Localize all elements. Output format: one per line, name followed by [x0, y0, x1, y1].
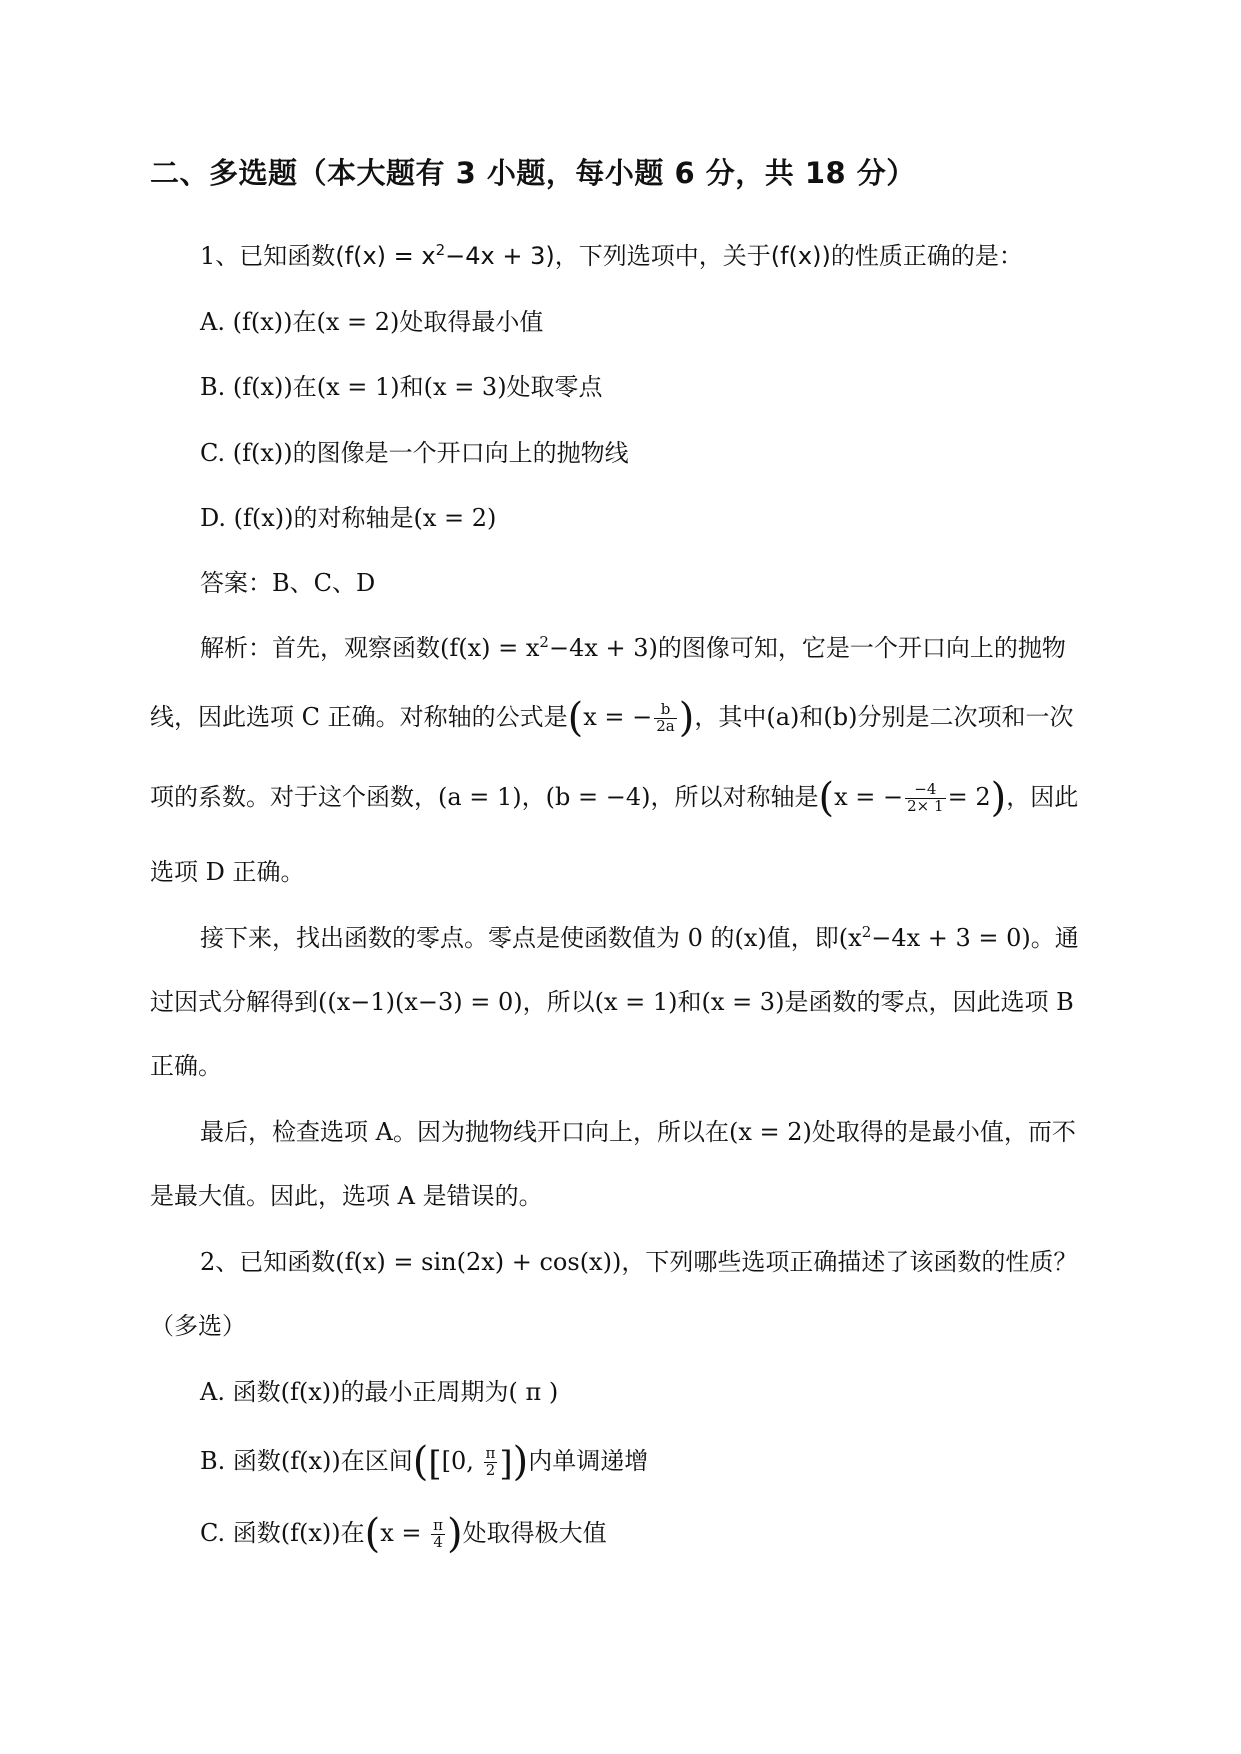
section-title: 二、多选题（本大题有 3 小题，每小题 6 分，共 18 分） [150, 156, 916, 190]
q1-analysis-p2-line1: 接下来，找出函数的零点。零点是使函数值为 0 的(x)值，即$(x^2-4x + 3 = 0)$。通 [200, 923, 1079, 952]
q1-analysis-p2-line3: 正确。 [150, 1052, 222, 1080]
q1-analysis-line4: 选项 D 正确。 [150, 858, 305, 886]
symmetry-axis-fraction: $\frac{b}{2a}$ [656, 700, 675, 735]
q2-option-b: B. 函数(f(x))在区间([[0, $\frac{\pi}{2}$ ])内单调递增 [200, 1438, 649, 1485]
pi-over-two-fraction: $\frac{\pi}{2}$ [485, 1444, 496, 1479]
q1-option-b: B. (f(x))在(x = 1)和(x = 3)处取零点 [200, 373, 603, 401]
q2-option-a: A. 函数(f(x))的最小正周期为( π ) [200, 1378, 559, 1406]
q1-answer: 答案：B、C、D [200, 569, 376, 597]
pi-over-four-fraction: $\frac{\pi}{4}$ [433, 1516, 444, 1551]
q2-stem-line2: （多选） [150, 1312, 246, 1340]
q1-stem-fx: (f(x)) [770, 242, 831, 270]
q1-analysis-p2-line2: 过因式分解得到((x−1)(x−3) = 0)，所以(x = 1)和(x = 3)是函数的零点，因此选项 B [150, 988, 1074, 1016]
q1-option-a: A. (f(x))在(x = 2)处取得最小值 [200, 308, 544, 336]
q1-analysis-p3-line1: 最后，检查选项 A。因为抛物线开口向上，所以在(x = 2)处取得的是最小值，而不 [200, 1118, 1076, 1146]
q1-option-c: C. (f(x))的图像是一个开口向上的抛物线 [200, 439, 629, 467]
q1-analysis-p3-line2: 是最大值。因此，选项 A 是错误的。 [150, 1182, 543, 1210]
q2-stem-line1: 2、已知函数(f(x) = sin(2x) + cos(x))，下列哪些选项正确描述了该函数的性质？ [200, 1248, 1078, 1276]
q1-analysis-line3: 项的系数。对于这个函数，(a = 1)，(b = −4)，所以对称轴是(x = − $\frac{-4}{2\times 1}$ = 2)，因此 [150, 774, 1079, 821]
q1-stem-formula: $(f(x) = x^2-4x + 3)$ [335, 241, 555, 270]
q1-stem-suffix: 的性质正确的是： [830, 242, 1023, 270]
q1-analysis-line1: 解析：首先，观察函数$(f(x) = x^2-4x + 3)$的图像可知，它是一个开口向上的抛物 [200, 633, 1066, 662]
q1-stem-mid: ，下列选项中，关于 [554, 242, 771, 270]
symmetry-axis-value-fraction: $\frac{-4}{2\times 1}$ [907, 780, 944, 815]
q2-option-c: C. 函数(f(x))在(x = $\frac{\pi}{4}$ )处取得极大值 [200, 1510, 607, 1557]
q1-stem-prefix: 1、已知函数 [200, 242, 336, 270]
q1-analysis-line2: 线，因此选项 C 正确。对称轴的公式是(x = − $\frac{b}{2a}$ )，其中(a)和(b)分别是二次项和一次 [150, 694, 1074, 741]
q1-option-d: D. (f(x))的对称轴是(x = 2) [200, 504, 497, 532]
q1-stem [200, 242, 1023, 271]
